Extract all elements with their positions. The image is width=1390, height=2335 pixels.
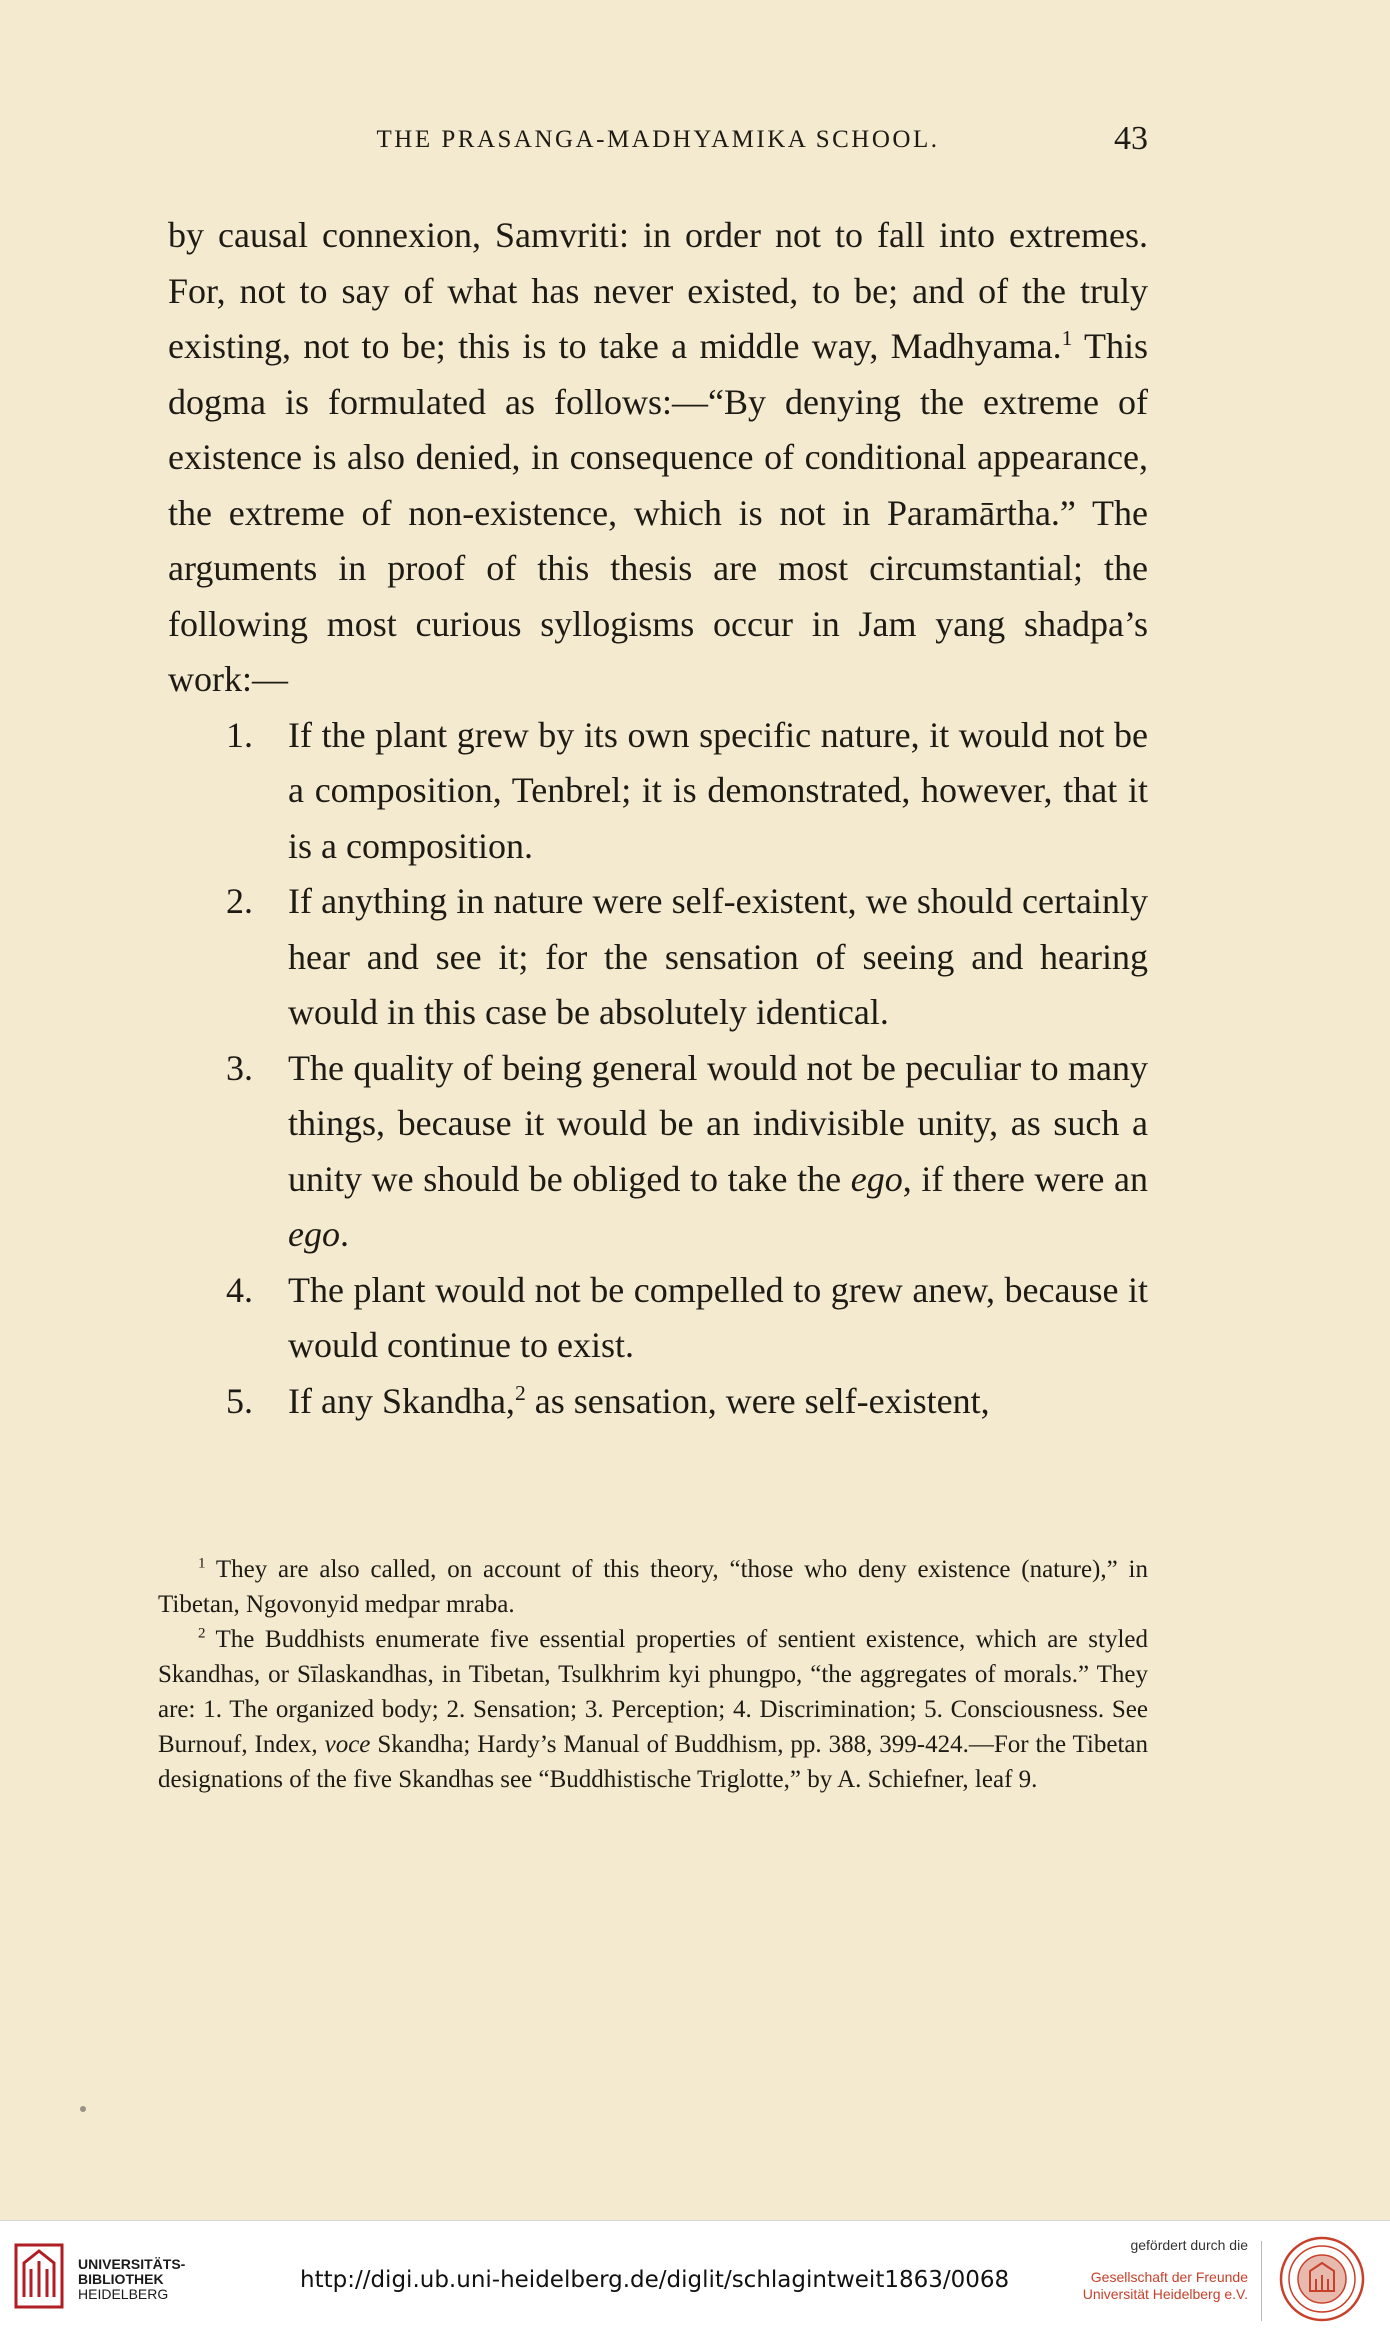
library-name-line: BIBLIOTHEK <box>78 2271 164 2287</box>
page-header <box>168 120 1148 166</box>
list-item-number: 5. <box>226 1380 253 1421</box>
main-text <box>168 208 1148 1429</box>
supported-by-label: gefördert durch die <box>1130 2237 1248 2253</box>
syllogism-list <box>168 708 1148 1430</box>
list-item-text: as sensation, were self-existent, <box>525 1380 990 1421</box>
footnote-mark: 1 <box>198 1555 206 1572</box>
list-item-text: If any Skandha, <box>288 1380 515 1421</box>
footnote-ref-2: 2 <box>514 1380 526 1405</box>
intro-paragraph <box>168 208 1148 708</box>
list-item-number: 1. <box>226 714 253 755</box>
library-name[interactable] <box>78 2257 185 2302</box>
library-name-line: HEIDELBERG <box>78 2286 169 2302</box>
library-name-line: UNIVERSITÄTS- <box>78 2256 186 2272</box>
list-item <box>168 1374 1148 1430</box>
list-item-text: , if there were an <box>902 1158 1148 1199</box>
footnote-2 <box>158 1622 1148 1797</box>
footnote-text: They are also called, on account of this theory, “those who deny existence (nature),” in Tibetan, Ngovonyid medpar mraba. <box>158 1556 1148 1618</box>
intro-text-b: This dogma is formulated as follows:—“By denying the extreme of existence is also denied, in consequence of conditional appearance, the extreme of non-existence, which is not in Paramārtha.” The arguments in proof of this thesis are most circumstantial; the following most curious syllogisms occur in Jam yang shadpa’s work:— <box>168 326 1149 699</box>
footer-divider <box>1261 2241 1262 2321</box>
italic-ego: ego <box>288 1214 340 1254</box>
footnote-mark: 2 <box>198 1625 206 1642</box>
list-item-number: 3. <box>226 1047 253 1088</box>
running-head: THE PRASANGA-MADHYAMIKA SCHOOL. <box>376 126 940 153</box>
sponsor-block[interactable] <box>1083 2237 1248 2303</box>
viewer-footer <box>0 2220 1390 2335</box>
footnote-text: Skandha; Hardy’s Manual of Buddhism, pp. 388, 399-424.—For the Tibetan designations of the five Skandhas see “Buddhistische Triglotte,” by A. Schiefner, leaf 9. <box>158 1731 1148 1793</box>
footnote-1 <box>158 1552 1148 1622</box>
list-item-text: . <box>339 1214 349 1254</box>
list-item <box>168 1041 1148 1263</box>
italic-ego: ego <box>850 1158 903 1199</box>
list-item-text: The plant would not be compelled to grew anew, because it would continue to exist. <box>288 1269 1148 1365</box>
italic-voce: voce <box>324 1731 371 1758</box>
list-item-text: If the plant grew by its own specific nature, it would not be a composition, Tenbrel; it is demonstrated, however, that it is a composition. <box>288 714 1148 866</box>
footnote-text: The Buddhists enumerate five essential properties of sentient existence, which are styled Skandhas, or Sīlaskandhas, in Tibetan, Tsulkhrim kyi phungpo, “the aggregates of morals.” They are: 1. The organized body; 2. Sensation; 3. Perception; 4. Discrimination; 5. Consciousness. See Burnouf, Index, <box>158 1626 1148 1758</box>
scan-speck <box>80 2106 86 2112</box>
society-name-line: Gesellschaft der Freunde <box>1090 2269 1248 2285</box>
list-item <box>168 708 1148 875</box>
university-seal-icon[interactable] <box>1278 2235 1366 2323</box>
society-name-line: Universität Heidelberg e.V. <box>1082 2286 1248 2302</box>
page-number: 43 <box>1114 120 1148 157</box>
list-item <box>168 1263 1148 1374</box>
list-item-number: 4. <box>226 1269 253 1310</box>
list-item-number: 2. <box>226 881 253 921</box>
permalink-url[interactable]: http://digi.ub.uni-heidelberg.de/diglit/schlagintweit1863/0068 <box>300 2267 1010 2293</box>
intro-text-a: by causal connexion, Samvriti: in order not to fall into extremes. For, not to say of what has never existed, to be; and of the truly existing, not to be; this is to take a middle way, Madhyama. <box>168 215 1148 366</box>
list-item-text: If anything in nature were self-existent, we should certainly hear and see it; for the sensation of seeing and hearing would in this case be absolutely identical. <box>288 881 1148 1032</box>
society-name <box>1083 2269 1248 2303</box>
library-logo-icon[interactable] <box>14 2243 64 2309</box>
footnote-ref-1: 1 <box>1061 326 1073 350</box>
list-item-text: The quality of being general would not be peculiar to many things, because it would be an indivisible unity, as such a unity we should be obliged to take the <box>288 1047 1148 1199</box>
footnotes <box>158 1552 1148 1797</box>
list-item <box>168 874 1148 1041</box>
